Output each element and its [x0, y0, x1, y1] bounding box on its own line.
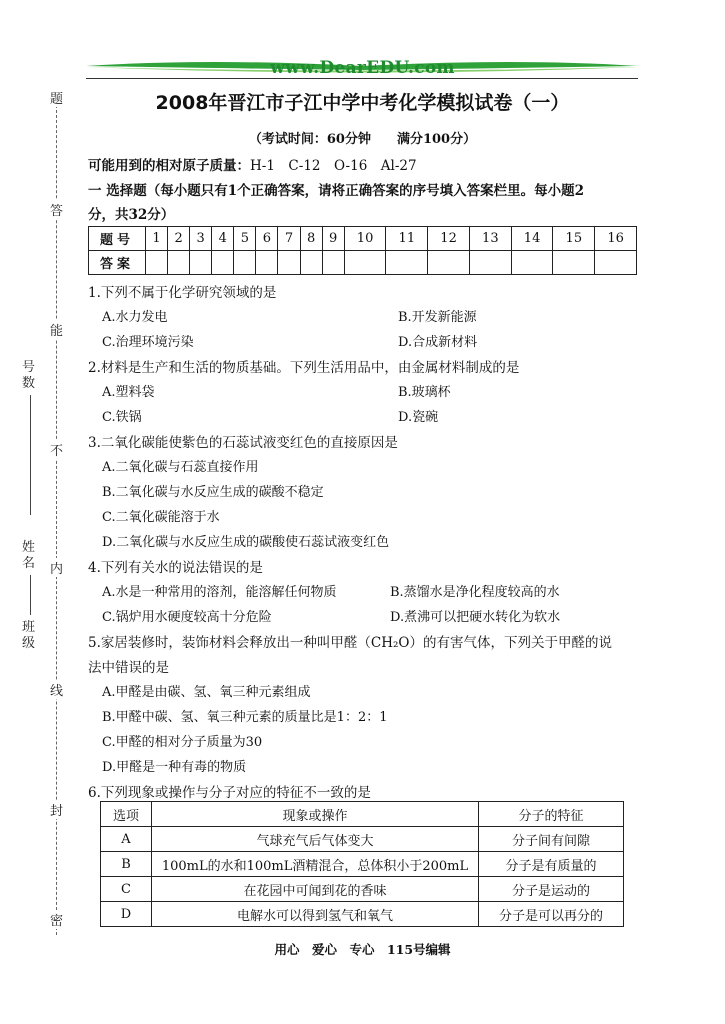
- q1-option-a: A.水力发电: [102, 310, 168, 325]
- side-char-2: 答: [50, 200, 63, 219]
- side-char-8: 密: [50, 910, 63, 929]
- section-heading-cont: 分，共32分）: [88, 207, 175, 223]
- answer-cell[interactable]: [386, 251, 428, 275]
- side-char-1: 题: [50, 88, 63, 107]
- q6-cell: 气球充气后气体变大: [152, 827, 479, 852]
- question-number-cell: 9: [322, 227, 344, 251]
- q3-option-a: A.二氧化碳与石蕊直接作用: [102, 460, 259, 475]
- page-footer: 用心 爱心 专心 115号编辑: [274, 942, 451, 957]
- q3-option-c: C.二氧化碳能溶于水: [102, 510, 220, 525]
- answer-cell[interactable]: [428, 251, 470, 275]
- q6-cell: B: [101, 852, 152, 877]
- side-label-number: 号数: [22, 360, 36, 391]
- question-number-cell: 7: [278, 227, 300, 251]
- q1-option-d: D.合成新材料: [398, 335, 478, 350]
- answer-table: [88, 226, 637, 275]
- q6-cell: 分子是运动的: [479, 877, 624, 902]
- q5-option-c: C.甲醛的相对分子质量为30: [102, 735, 263, 750]
- atomic-mass-line: [88, 154, 417, 174]
- side-blank-1: [30, 395, 31, 515]
- question-number-cell: 10: [344, 227, 386, 251]
- answer-cell[interactable]: [469, 251, 511, 275]
- answer-cell[interactable]: [553, 251, 595, 275]
- question-number-header: 题号: [89, 227, 146, 251]
- q6-header-feature: 分子的特征: [479, 802, 624, 827]
- q4-option-c: C.锅炉用水硬度较高十分危险: [102, 610, 272, 625]
- answer-cell[interactable]: [300, 251, 322, 275]
- question-6-stem: 6.下列现象或操作与分子对应的特征不一致的是: [88, 785, 371, 801]
- q6-cell: 分子是有质量的: [479, 852, 624, 877]
- question-1-stem: 1.下列不属于化学研究领域的是: [88, 285, 277, 301]
- q6-cell: 分子是可以再分的: [479, 902, 624, 927]
- question-number-cell: 5: [234, 227, 256, 251]
- q4-option-a: A.水是一种常用的溶剂，能溶解任何物质: [102, 585, 337, 600]
- q6-cell: 分子间有间隙: [479, 827, 624, 852]
- q5-option-b: B.甲醛中碳、氢、氧三种元素的质量比是1：2：1: [102, 710, 388, 725]
- answer-cell[interactable]: [168, 251, 190, 275]
- q5-option-d: D.甲醛是一种有毒的物质: [102, 760, 247, 775]
- answer-table-number-row: [89, 227, 637, 251]
- question-3-stem: 3.二氧化碳能使紫色的石蕊试液变红色的直接原因是: [88, 435, 398, 451]
- answer-cell[interactable]: [322, 251, 344, 275]
- question-number-cell: 3: [190, 227, 212, 251]
- q2-option-a: A.塑料袋: [102, 385, 155, 400]
- answer-cell[interactable]: [146, 251, 168, 275]
- table-row: [101, 827, 624, 852]
- question-number-cell: 14: [511, 227, 553, 251]
- q1-option-b: B.开发新能源: [398, 310, 477, 325]
- question-number-cell: 16: [595, 227, 637, 251]
- q1-option-c: C.治理环境污染: [102, 335, 194, 350]
- q6-header-phenomenon: 现象或操作: [152, 802, 479, 827]
- side-label-class: 班级: [22, 620, 36, 651]
- q4-option-b: B.蒸馏水是净化程度较高的水: [390, 585, 560, 600]
- q4-option-d: D.煮沸可以把硬水转化为软水: [390, 610, 561, 625]
- answer-header: 答案: [89, 251, 146, 275]
- banner-url[interactable]: www.DearEDU.com: [270, 58, 455, 78]
- table-row: [101, 852, 624, 877]
- q6-cell: D: [101, 902, 152, 927]
- table-row: [101, 877, 624, 902]
- exam-info: （考试时间：60分钟 满分100分）: [248, 132, 477, 147]
- q3-option-b: B.二氧化碳与水反应生成的碳酸不稳定: [102, 485, 324, 500]
- question-number-cell: 15: [553, 227, 595, 251]
- q2-option-b: B.玻璃杯: [398, 385, 451, 400]
- q6-header-option: 选项: [101, 802, 152, 827]
- question-number-cell: 8: [300, 227, 322, 251]
- side-char-7: 封: [50, 800, 63, 819]
- answer-cell[interactable]: [212, 251, 234, 275]
- q6-cell: 电解水可以得到氢气和氧气: [152, 902, 479, 927]
- q5-option-a: A.甲醛是由碳、氢、氧三种元素组成: [102, 685, 311, 700]
- side-char-5: 内: [50, 558, 63, 577]
- question-number-cell: 2: [168, 227, 190, 251]
- question-number-cell: 6: [256, 227, 278, 251]
- side-char-6: 线: [50, 680, 63, 699]
- side-label-name: 姓名: [22, 540, 36, 571]
- atomic-mass-values: H-1 C-12 O-16 Al-27: [250, 158, 417, 174]
- answer-cell[interactable]: [344, 251, 386, 275]
- section-heading: 一 选择题（每小题只有1个正确答案，请将正确答案的序号填入答案栏里。每小题2: [88, 183, 584, 199]
- answer-cell[interactable]: [595, 251, 637, 275]
- page-title: 2008年晋江市子江中学中考化学模拟试卷（一）: [155, 92, 570, 114]
- question-number-cell: 11: [386, 227, 428, 251]
- banner-rule: [86, 78, 638, 79]
- question-number-cell: 1: [146, 227, 168, 251]
- atomic-mass-label: 可能用到的相对原子质量：: [88, 158, 250, 174]
- question-5-stem: 5.家居装修时，装饰材料会释放出一种叫甲醛（CH₂O）的有害气体，下列关于甲醛的说: [88, 635, 612, 651]
- q6-cell: C: [101, 877, 152, 902]
- q6-table: [100, 801, 624, 927]
- q6-cell: 100mL的水和100mL酒精混合，总体积小于200mL: [152, 852, 479, 877]
- question-number-cell: 12: [428, 227, 470, 251]
- question-number-cell: 4: [212, 227, 234, 251]
- question-number-cell: 13: [469, 227, 511, 251]
- question-4-stem: 4.下列有关水的说法错误的是: [88, 560, 263, 576]
- q3-option-d: D.二氧化碳与水反应生成的碳酸使石蕊试液变红色: [102, 535, 390, 550]
- q6-table-header: [101, 802, 624, 827]
- q6-cell: 在花园中可闻到花的香味: [152, 877, 479, 902]
- side-char-3: 能: [50, 320, 63, 339]
- answer-cell[interactable]: [190, 251, 212, 275]
- answer-cell[interactable]: [511, 251, 553, 275]
- question-5-stem-cont: 法中错误的是: [88, 660, 169, 676]
- table-row: [101, 902, 624, 927]
- answer-cell[interactable]: [278, 251, 300, 275]
- question-2-stem: 2.材料是生产和生活的物质基础。下列生活用品中，由金属材料制成的是: [88, 360, 520, 376]
- answer-table-answer-row: [89, 251, 637, 275]
- q6-cell: A: [101, 827, 152, 852]
- q2-option-d: D.瓷碗: [398, 410, 439, 425]
- q2-option-c: C.铁锅: [102, 410, 142, 425]
- answer-cell[interactable]: [256, 251, 278, 275]
- side-char-4: 不: [50, 440, 63, 459]
- answer-cell[interactable]: [234, 251, 256, 275]
- side-blank-2: [30, 575, 31, 615]
